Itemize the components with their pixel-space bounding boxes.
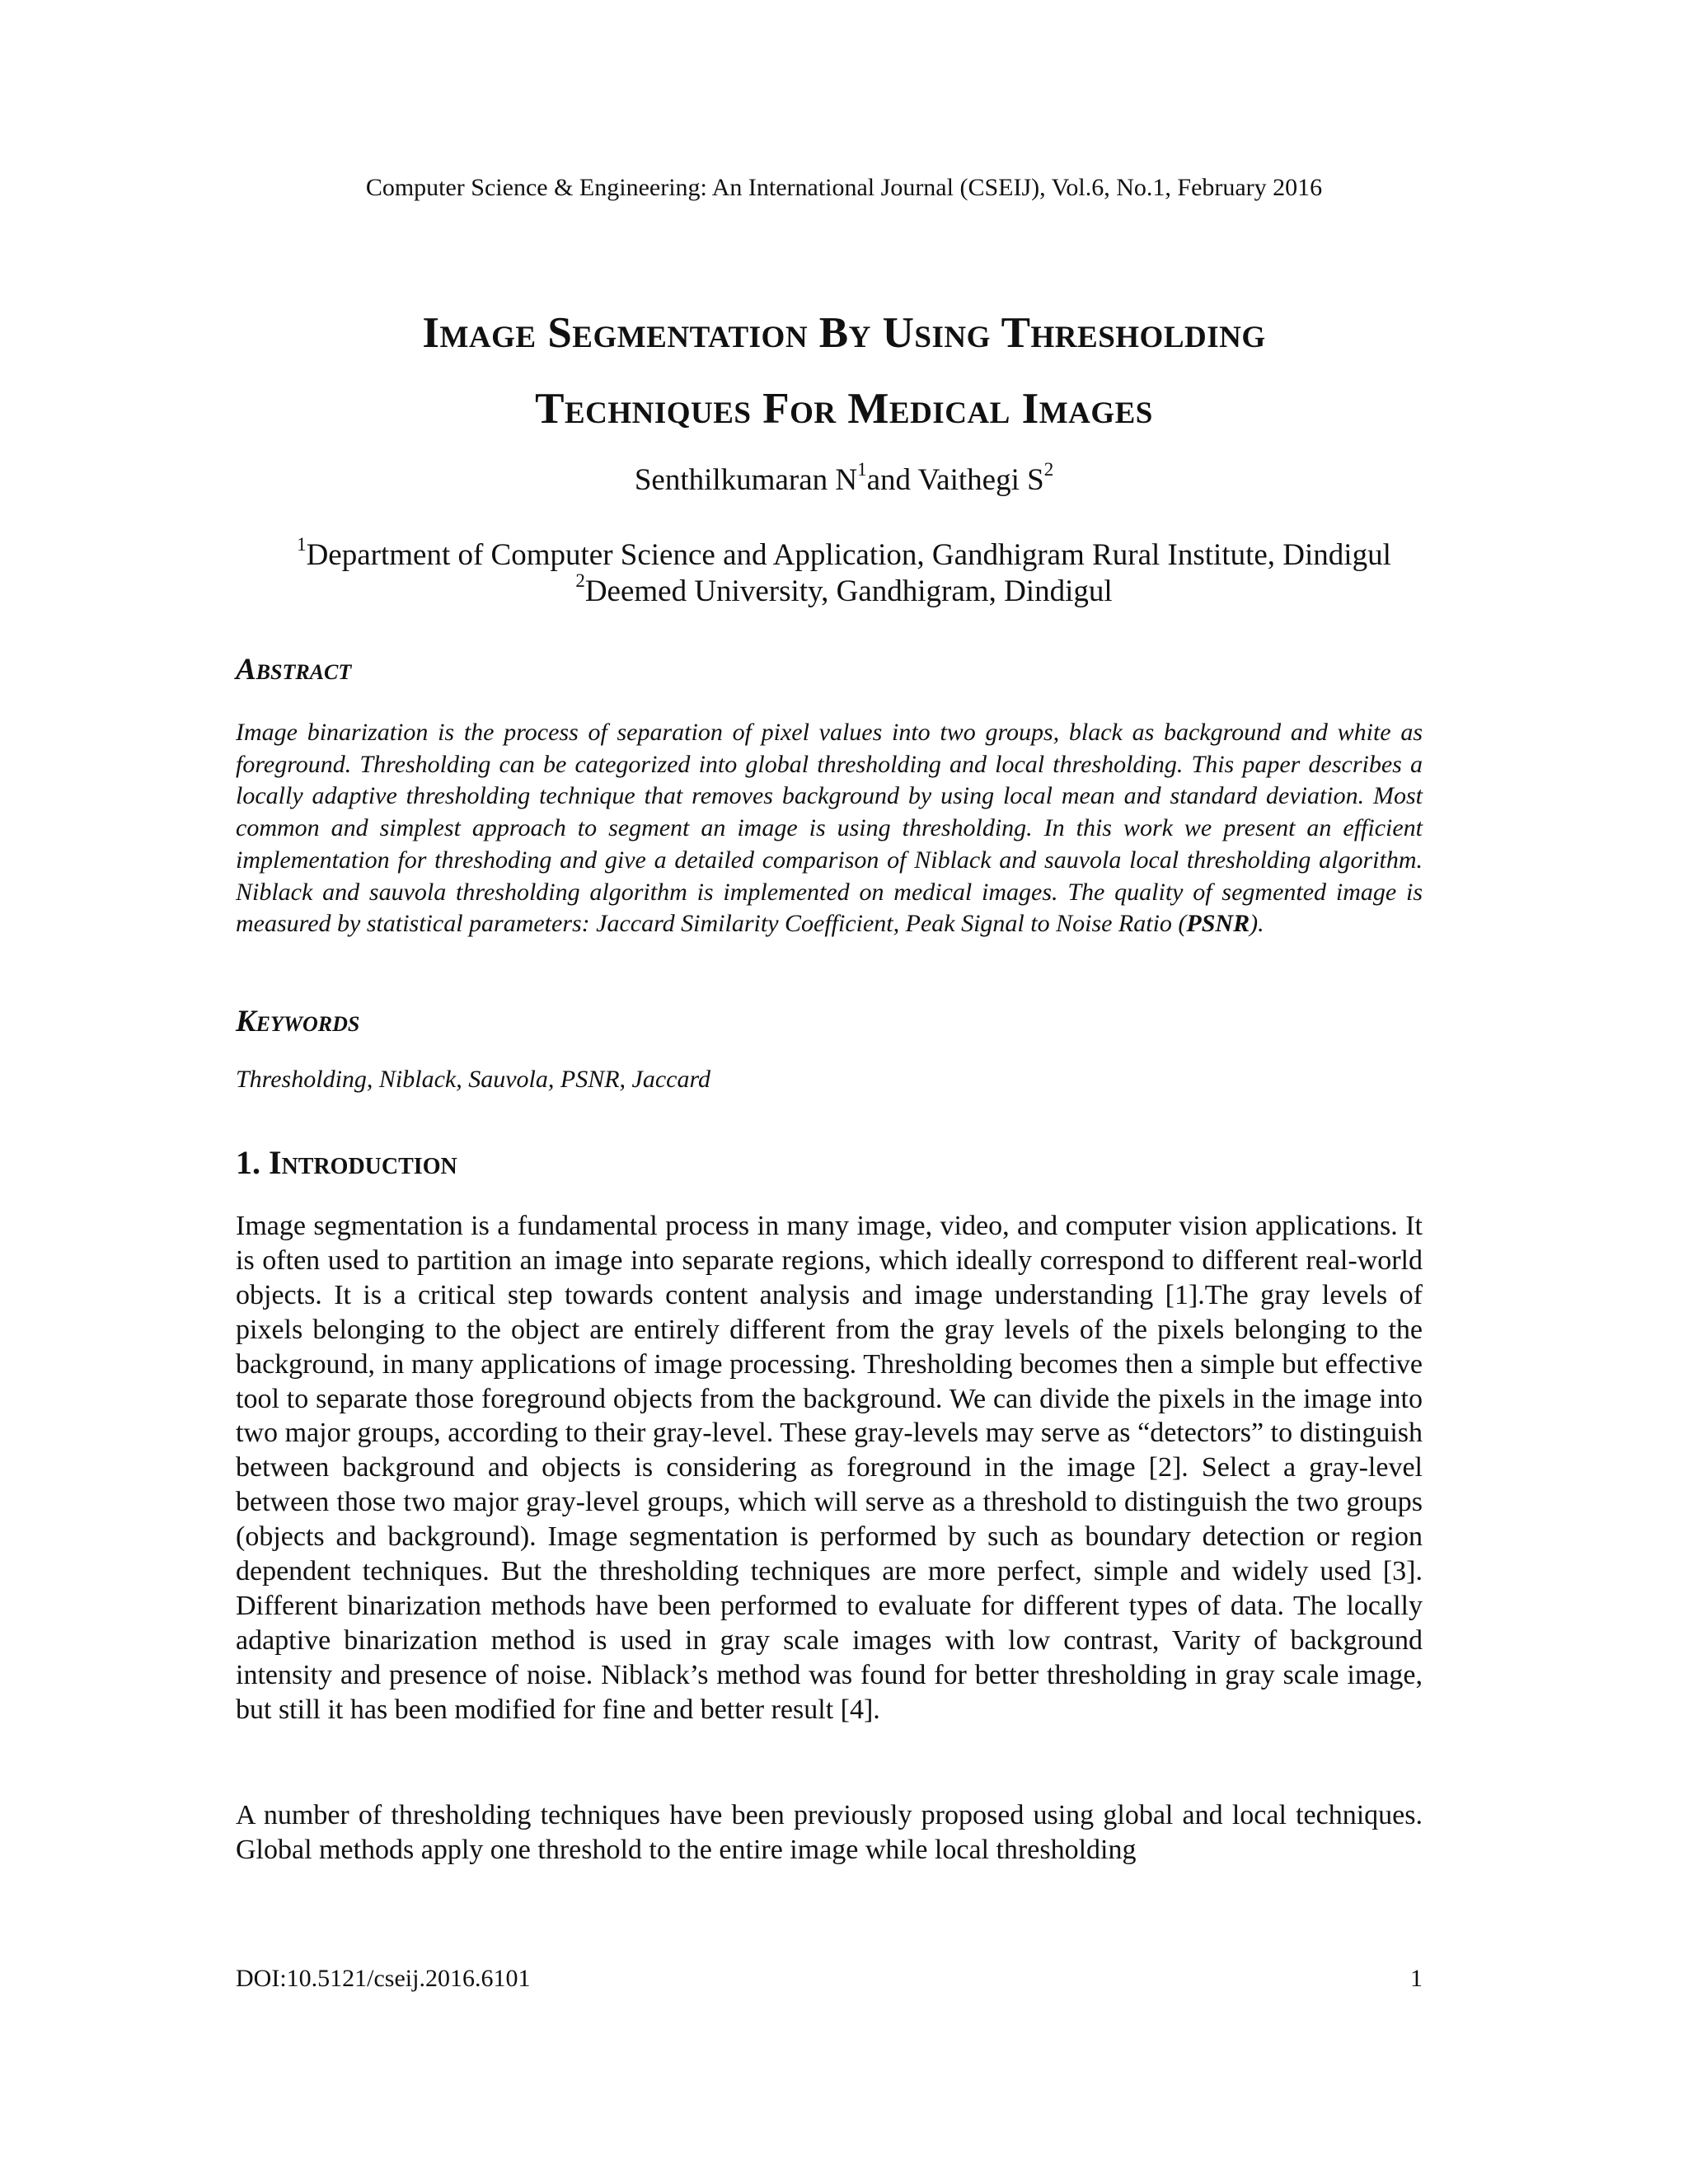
- keywords-text: Thresholding, Niblack, Sauvola, PSNR, Jaccard: [236, 1066, 711, 1093]
- title-line-2: Techniques For Medical Images: [535, 385, 1153, 433]
- affiliation-2-text: Deemed University, Gandhigram, Dindigul: [584, 574, 1113, 608]
- author-list: [0, 458, 1688, 499]
- affiliation-1-mark: 1: [297, 533, 307, 555]
- keywords-heading: Keywords: [236, 1005, 360, 1038]
- introduction-title: Introduction: [269, 1144, 457, 1181]
- page-number: 1: [1410, 1965, 1423, 1992]
- abstract-heading: Abstract: [236, 653, 352, 687]
- running-header: Computer Science & Engineering: An International Journal (CSEIJ), Vol.6, No.1, February 2016: [365, 174, 1323, 201]
- author-1-name: Senthilkumaran N: [634, 463, 858, 497]
- introduction-number: 1.: [236, 1144, 260, 1181]
- introduction-paragraph-2: A number of thresholding techniques have been previously proposed using global and local techniques. Global methods apply one threshold to the entire image while local thresholding: [236, 1800, 1423, 1865]
- author-1-affiliation-mark: 1: [857, 458, 867, 480]
- affiliations: [148, 533, 1540, 610]
- abstract-text-main: Image binarization is the process of separation of pixel values into two groups, black as background and white as foreground. Thresholding can be categorized into global thresholding and local thresholding. This paper describes a locally adaptive thresholding technique that removes background by using local mean and standard deviation. Most common and simplest approach to segment an image is using thresholding. In this work we present an efficient implementation for threshoding and give a detailed comparison of Niblack and sauvola local thresholding algorithm. Niblack and sauvola thresholding algorithm is implemented on medical images. The quality of segmented image is measured by statistical parameters: Jaccard Similarity Coefficient, Peak Signal to Noise Ratio (: [236, 719, 1423, 938]
- author-2-name: and Vaithegi S: [866, 463, 1044, 497]
- title-line-1: Image Segmentation By Using Thresholding: [422, 309, 1266, 357]
- introduction-heading: [236, 1141, 457, 1184]
- affiliation-2: [148, 569, 1540, 610]
- abstract-text: [236, 717, 1423, 940]
- affiliation-1: [148, 533, 1540, 574]
- affiliation-1-text: Department of Computer Science and Application, Gandhigram Rural Institute, Dindigul: [306, 538, 1391, 572]
- footer-doi: DOI:10.5121/cseij.2016.6101: [236, 1965, 531, 1992]
- abstract-text-end: ).: [1250, 910, 1264, 938]
- affiliation-2-mark: 2: [575, 569, 585, 591]
- introduction-paragraph-1: Image segmentation is a fundamental process in many image, video, and computer vision applications. It is often used to partition an image into separate regions, which ideally correspond to different real-world objects. It is a critical step towards content analysis and image understanding [1].The gray levels of pixels belonging to the object are entirely different from the gray levels of the pixels belonging to the background, in many applications of image processing. Thresholding becomes then a simple but effective tool to separate those foreground objects from the background. We can divide the pixels in the image into two major groups, according to their gray-level. These gray-levels may serve as “detectors” to distinguish between background and objects is considering as foreground in the image [2]. Select a gray-level between those two major gray-level groups, which will serve as a threshold to distinguish the two groups (objects and background). Image segmentation is performed by such as boundary detection or region dependent techniques. But the thresholding techniques are more perfect, simple and widely used [3]. Different binarization methods have been performed to evaluate for different types of data. The locally adaptive binarization method is used in gray scale images with low contrast, Varity of background intensity and presence of noise. Niblack’s method was found for better thresholding in gray scale image, but still it has been modified for fine and better result [4].: [236, 1211, 1423, 1725]
- paper-title: [148, 295, 1540, 447]
- abstract-psnr: PSNR: [1186, 910, 1250, 938]
- author-2-affiliation-mark: 2: [1043, 458, 1054, 480]
